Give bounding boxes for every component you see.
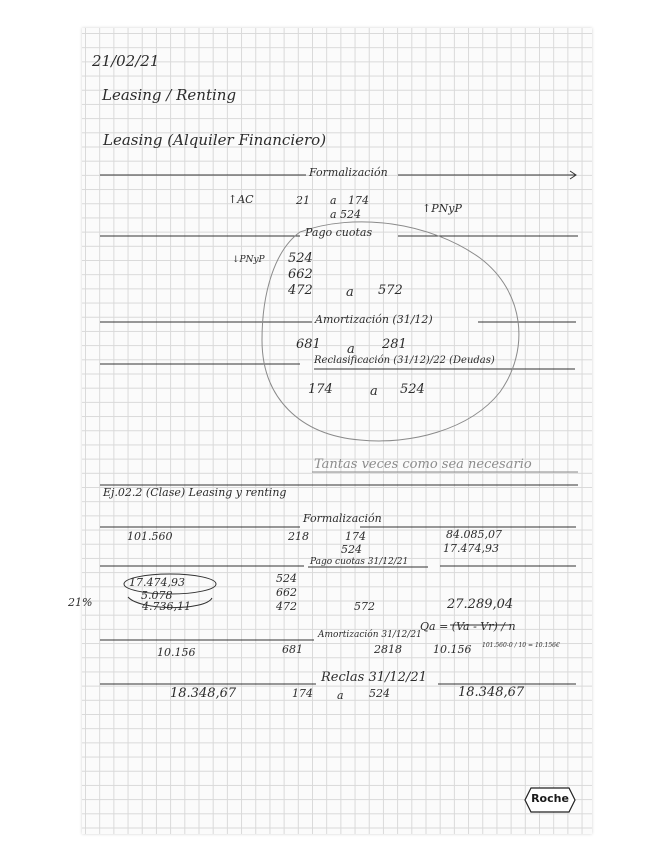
page-title: Leasing (Alquiler Financiero) (103, 131, 327, 149)
account-number: 524 (341, 543, 362, 556)
logo-text: Roche (531, 792, 569, 805)
section-pago-cuotas: Pago cuotas 31/12/21 (310, 557, 409, 567)
account-number: 281 (382, 337, 407, 352)
pnyp-up-note: ↑PNyP (422, 202, 462, 215)
note-text: Tantas veces como sea necesario (314, 457, 532, 472)
account-number: 572 (354, 600, 375, 613)
amount-value: 17.474,93 (443, 542, 499, 555)
amount-value: 18.348,67 (458, 685, 525, 700)
account-number: 662 (288, 267, 313, 282)
entry-credit: a 524 (330, 208, 362, 221)
account-number: 524 (400, 382, 425, 397)
account-number: 524 (369, 687, 390, 700)
amount-value: 10.156 (157, 646, 196, 659)
percent-note: 21% (68, 596, 93, 609)
account-number: 2818 (374, 643, 402, 656)
entry-a: a (347, 342, 355, 357)
section-formalizacion: Formalización (309, 166, 388, 179)
entry-a: a (337, 689, 344, 702)
amount-value: 84.085,07 (446, 528, 502, 541)
amount-value: 10.156 (433, 643, 472, 656)
entry-debit: 21 (296, 194, 310, 207)
amount-value: 27.289,04 (447, 597, 514, 612)
entry-credit: 174 (348, 194, 369, 207)
entry-a: a (346, 285, 354, 300)
amount-value: 18.348,67 (170, 686, 237, 701)
account-number: 572 (378, 283, 403, 298)
account-number: 174 (308, 382, 333, 397)
formula: Qa = (Va - Vr) / n (420, 620, 516, 633)
entry-a: a (370, 384, 378, 399)
section-reclas: Reclas 31/12/21 (321, 670, 427, 685)
date-heading: 21/02/21 (92, 52, 160, 70)
roche-logo (524, 787, 576, 813)
account-number: 472 (288, 283, 313, 298)
account-number: 662 (276, 586, 297, 599)
pnyp-down-note: ↓PNyP (232, 255, 265, 265)
topic-heading: Leasing / Renting (102, 86, 237, 104)
section-reclasificacion: Reclasificación (31/12)/22 (Deudas) (314, 355, 495, 366)
account-number: 174 (292, 687, 313, 700)
account-number: 681 (296, 337, 321, 352)
amount-value: 101.560 (127, 530, 173, 543)
calculation-note: 101.560-0 / 10 = 10.156€ (482, 642, 560, 649)
exercise-title: Ej.02.2 (Clase) Leasing y renting (103, 486, 287, 499)
account-number: 681 (282, 643, 303, 656)
section-amortizacion: Amortización 31/12/21 (318, 630, 422, 640)
entry-a: a (330, 194, 337, 207)
amount-value: 17.474,93 (129, 576, 185, 589)
account-number: 218 (288, 530, 309, 543)
ac-note: ↑AC (228, 193, 254, 206)
amount-value: 5.078 (141, 589, 173, 602)
amount-value: 4.736,11 (142, 600, 191, 613)
account-number: 524 (276, 572, 297, 585)
section-amortizacion: Amortización (31/12) (315, 313, 433, 326)
account-number: 472 (276, 600, 297, 613)
account-number: 174 (345, 530, 366, 543)
section-pago-cuotas: Pago cuotas (305, 226, 373, 239)
section-formalizacion: Formalización (303, 512, 382, 525)
account-number: 524 (288, 251, 313, 266)
